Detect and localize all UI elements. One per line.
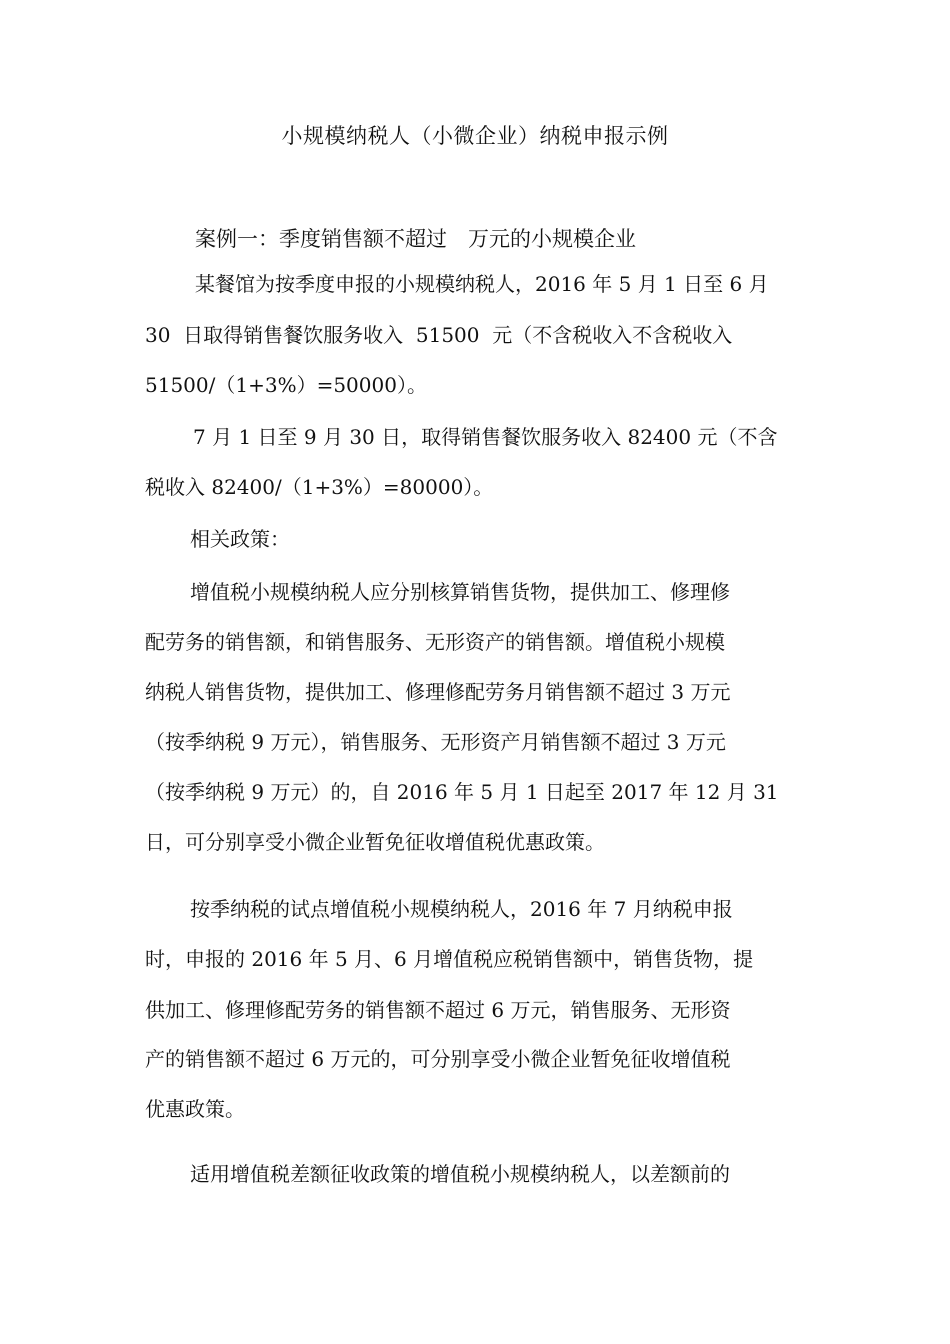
text-line: 税收入 82400/（1+3%）=80000）。 bbox=[145, 475, 494, 499]
text-line: 按季纳税的试点增值税小规模纳税人，2016 年 7 月纳税申报 bbox=[190, 897, 733, 921]
document-title: 小规模纳税人（小微企业）纳税申报示例 bbox=[281, 124, 669, 148]
text-line: 时，申报的 2016 年 5 月、6 月增值税应税销售额中，销售货物，提 bbox=[145, 947, 754, 971]
text-line: 适用增值税差额征收政策的增值税小规模纳税人，以差额前的 bbox=[190, 1162, 730, 1186]
text-line: 优惠政策。 bbox=[145, 1097, 245, 1121]
text-line: 相关政策： bbox=[190, 527, 290, 551]
text-line: 51500/（1+3%）=50000）。 bbox=[145, 373, 427, 397]
text-line: 增值税小规模纳税人应分别核算销售货物，提供加工、修理修 bbox=[190, 580, 730, 604]
text-line: 配劳务的销售额，和销售服务、无形资产的销售额。增值税小规模 bbox=[145, 630, 725, 654]
text-line: （按季纳税 9 万元），销售服务、无形资产月销售额不超过 3 万元 bbox=[145, 730, 726, 754]
text-line: （按季纳税 9 万元）的，自 2016 年 5 月 1 日起至 2017 年 12 月 31 bbox=[145, 780, 779, 804]
text-line: 纳税人销售货物，提供加工、修理修配劳务月销售额不超过 3 万元 bbox=[145, 680, 731, 704]
text-line: 日，可分别享受小微企业暂免征收增值税优惠政策。 bbox=[145, 830, 605, 854]
text-line: 供加工、修理修配劳务的销售额不超过 6 万元，销售服务、无形资 bbox=[145, 998, 731, 1022]
text-line: 某餐馆为按季度申报的小规模纳税人，2016 年 5 月 1 日至 6 月 bbox=[195, 272, 769, 296]
case-heading: 案例一：季度销售额不超过 万元的小规模企业 bbox=[195, 227, 636, 251]
text-line: 30 日取得销售餐饮服务收入 51500 元（不含税收入不含税收入 bbox=[145, 323, 733, 347]
text-line: 产的销售额不超过 6 万元的，可分别享受小微企业暂免征收增值税 bbox=[145, 1047, 731, 1071]
text-line: 7 月 1 日至 9 月 30 日，取得销售餐饮服务收入 82400 元（不含 bbox=[193, 425, 778, 449]
